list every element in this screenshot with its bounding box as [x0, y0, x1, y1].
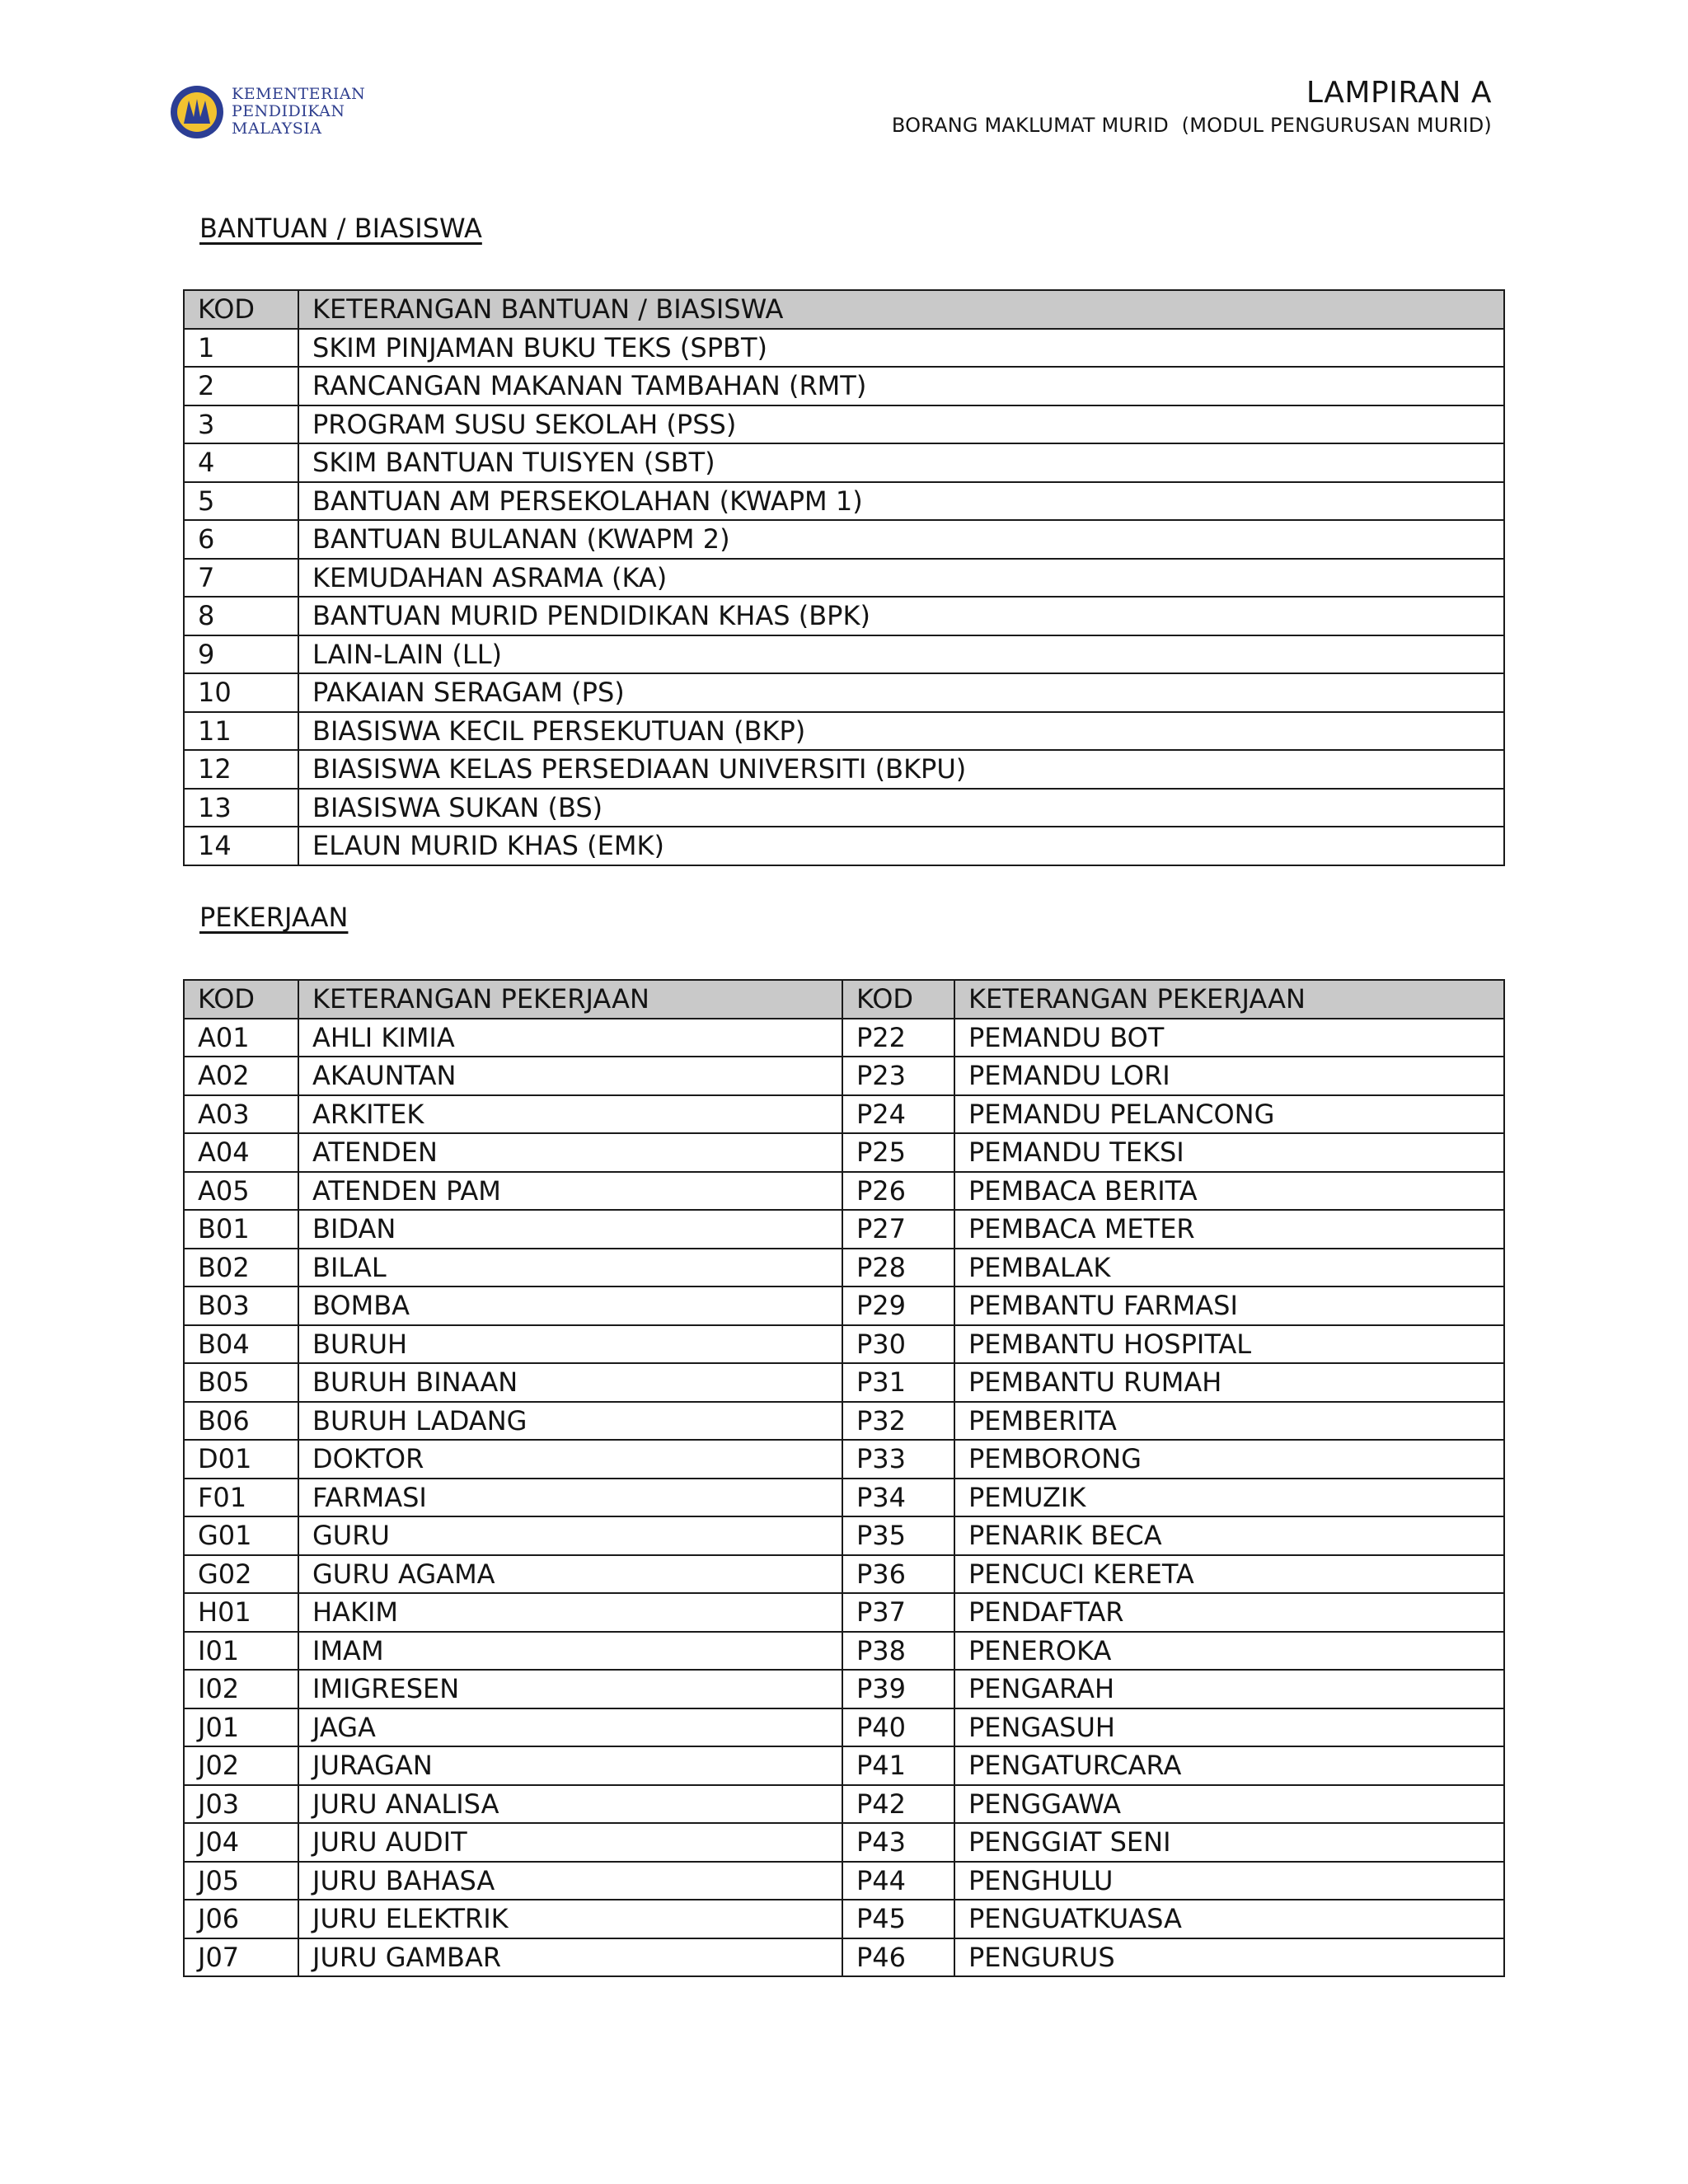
keterangan-cell: PEMBACA BERITA	[954, 1172, 1504, 1211]
keterangan-cell: PENGURUS	[954, 1938, 1504, 1977]
bantuan-heading: BANTUAN / BIASISWA	[199, 213, 482, 244]
kod-cell: P42	[842, 1785, 954, 1824]
kod-cell: J03	[184, 1785, 298, 1824]
keterangan-cell: JURU BAHASA	[298, 1862, 842, 1900]
document-title: LAMPIRAN A	[1306, 76, 1492, 110]
keterangan-cell: BANTUAN AM PERSEKOLAHAN (KWAPM 1)	[298, 482, 1504, 521]
kod-cell: A05	[184, 1172, 298, 1211]
kod-cell: P26	[842, 1172, 954, 1211]
keterangan-cell: PEMBANTU FARMASI	[954, 1286, 1504, 1325]
kod-cell: P41	[842, 1746, 954, 1785]
table-row	[184, 1325, 1504, 1364]
keterangan-cell: BOMBA	[298, 1286, 842, 1325]
table-row	[184, 1708, 1504, 1747]
table-row	[184, 482, 1504, 521]
keterangan-cell: PENGARAH	[954, 1670, 1504, 1708]
keterangan-cell: PENGATURCARA	[954, 1746, 1504, 1785]
table-row	[184, 1172, 1504, 1211]
keterangan-cell: JURU ANALISA	[298, 1785, 842, 1824]
table-row	[184, 1862, 1504, 1900]
table-row	[184, 712, 1504, 751]
keterangan-cell: JURAGAN	[298, 1746, 842, 1785]
keterangan-cell: BIDAN	[298, 1210, 842, 1249]
keterangan-cell: BANTUAN MURID PENDIDIKAN KHAS (BPK)	[298, 597, 1504, 635]
table-row	[184, 1479, 1504, 1517]
kod-cell: I01	[184, 1632, 298, 1671]
kod-cell: J07	[184, 1938, 298, 1977]
kod-cell: J01	[184, 1708, 298, 1747]
table-row	[184, 520, 1504, 559]
table-row	[184, 789, 1504, 827]
keterangan-cell: PEMBERITA	[954, 1402, 1504, 1441]
kod-cell: B04	[184, 1325, 298, 1364]
keterangan-cell: GURU AGAMA	[298, 1555, 842, 1594]
keterangan-cell: SKIM PINJAMAN BUKU TEKS (SPBT)	[298, 329, 1504, 368]
kod-cell: P30	[842, 1325, 954, 1364]
column-header-kod: KOD	[184, 290, 298, 329]
logo-line: PENDIDIKAN	[232, 102, 345, 120]
table-row	[184, 1133, 1504, 1172]
kod-cell: P23	[842, 1057, 954, 1095]
kod-cell: B01	[184, 1210, 298, 1249]
kod-cell: B05	[184, 1363, 298, 1402]
keterangan-cell: JURU ELEKTRIK	[298, 1900, 842, 1938]
kod-cell: P31	[842, 1363, 954, 1402]
pekerjaan-heading: PEKERJAAN	[199, 902, 349, 933]
kod-cell: F01	[184, 1479, 298, 1517]
kod-cell: P27	[842, 1210, 954, 1249]
keterangan-cell: ELAUN MURID KHAS (EMK)	[298, 827, 1504, 865]
ministry-emblem-icon	[169, 84, 225, 140]
kod-cell: 3	[184, 405, 298, 444]
keterangan-cell: ARKITEK	[298, 1095, 842, 1134]
keterangan-cell: GURU	[298, 1516, 842, 1555]
kod-cell: B06	[184, 1402, 298, 1441]
table-row	[184, 635, 1504, 674]
document-subtitle: BORANG MAKLUMAT MURID (MODUL PENGURUSAN MURID)	[891, 114, 1492, 137]
kod-cell: 10	[184, 673, 298, 712]
keterangan-cell: RANCANGAN MAKANAN TAMBAHAN (RMT)	[298, 367, 1504, 405]
keterangan-cell: JURU GAMBAR	[298, 1938, 842, 1977]
keterangan-cell: PEMANDU BOT	[954, 1019, 1504, 1057]
kod-cell: 1	[184, 329, 298, 368]
table-row	[184, 443, 1504, 482]
keterangan-cell: FARMASI	[298, 1479, 842, 1517]
kod-cell: 7	[184, 559, 298, 598]
kod-cell: P45	[842, 1900, 954, 1938]
keterangan-cell: PENCUCI KERETA	[954, 1555, 1504, 1594]
table-row	[184, 367, 1504, 405]
kod-cell: P37	[842, 1593, 954, 1632]
keterangan-cell: JURU AUDIT	[298, 1823, 842, 1862]
table-row	[184, 1593, 1504, 1632]
keterangan-cell: PENGASUH	[954, 1708, 1504, 1747]
table-row	[184, 1900, 1504, 1938]
table-row	[184, 1670, 1504, 1708]
keterangan-cell: PEMBACA METER	[954, 1210, 1504, 1249]
table-row	[184, 1516, 1504, 1555]
keterangan-cell: PEMBORONG	[954, 1440, 1504, 1479]
kod-cell: 12	[184, 750, 298, 789]
table-row	[184, 1210, 1504, 1249]
table-row	[184, 1402, 1504, 1441]
table-row	[184, 1440, 1504, 1479]
kod-cell: A01	[184, 1019, 298, 1057]
logo-line: MALAYSIA	[232, 120, 322, 138]
table-row	[184, 1823, 1504, 1862]
keterangan-cell: PAKAIAN SERAGAM (PS)	[298, 673, 1504, 712]
keterangan-cell: PEMANDU PELANCONG	[954, 1095, 1504, 1134]
kod-cell: P24	[842, 1095, 954, 1134]
kod-cell: P43	[842, 1823, 954, 1862]
table-row	[184, 750, 1504, 789]
keterangan-cell: AHLI KIMIA	[298, 1019, 842, 1057]
keterangan-cell: BILAL	[298, 1249, 842, 1287]
table-row	[184, 1095, 1504, 1134]
keterangan-cell: PEMBANTU HOSPITAL	[954, 1325, 1504, 1364]
keterangan-cell: PENDAFTAR	[954, 1593, 1504, 1632]
kod-cell: H01	[184, 1593, 298, 1632]
table-row	[184, 1286, 1504, 1325]
keterangan-cell: PEMBALAK	[954, 1249, 1504, 1287]
table-row	[184, 827, 1504, 865]
keterangan-cell: PEMANDU LORI	[954, 1057, 1504, 1095]
kod-cell: D01	[184, 1440, 298, 1479]
kod-cell: P34	[842, 1479, 954, 1517]
kod-cell: P44	[842, 1862, 954, 1900]
keterangan-cell: PEMANDU TEKSI	[954, 1133, 1504, 1172]
bantuan-table-body	[184, 329, 1504, 865]
table-row	[184, 1057, 1504, 1095]
kod-cell: 14	[184, 827, 298, 865]
kod-cell: 11	[184, 712, 298, 751]
keterangan-cell: BIASISWA KELAS PERSEDIAAN UNIVERSITI (BKPU)	[298, 750, 1504, 789]
column-header-keterangan: KETERANGAN PEKERJAAN	[954, 980, 1504, 1019]
kod-cell: P36	[842, 1555, 954, 1594]
pekerjaan-table	[183, 979, 1505, 1977]
table-row	[184, 1249, 1504, 1287]
keterangan-cell: AKAUNTAN	[298, 1057, 842, 1095]
table-row	[184, 329, 1504, 368]
kod-cell: P35	[842, 1516, 954, 1555]
pekerjaan-table-body	[184, 1019, 1504, 1977]
table-row	[184, 1785, 1504, 1824]
keterangan-cell: PENGGIAT SENI	[954, 1823, 1504, 1862]
keterangan-cell: BIASISWA SUKAN (BS)	[298, 789, 1504, 827]
kod-cell: 2	[184, 367, 298, 405]
table-row	[184, 673, 1504, 712]
kod-cell: P22	[842, 1019, 954, 1057]
keterangan-cell: BURUH	[298, 1325, 842, 1364]
keterangan-cell: BURUH LADANG	[298, 1402, 842, 1441]
kod-cell: J06	[184, 1900, 298, 1938]
keterangan-cell: JAGA	[298, 1708, 842, 1747]
keterangan-cell: PENGHULU	[954, 1862, 1504, 1900]
kod-cell: 13	[184, 789, 298, 827]
kod-cell: 6	[184, 520, 298, 559]
ministry-logo	[169, 82, 366, 144]
kod-cell: 9	[184, 635, 298, 674]
table-row	[184, 405, 1504, 444]
kod-cell: P38	[842, 1632, 954, 1671]
logo-wordmark	[232, 86, 365, 138]
column-header-kod: KOD	[842, 980, 954, 1019]
kod-cell: I02	[184, 1670, 298, 1708]
keterangan-cell: PROGRAM SUSU SEKOLAH (PSS)	[298, 405, 1504, 444]
table-header-row	[184, 290, 1504, 329]
table-row	[184, 1746, 1504, 1785]
kod-cell: P32	[842, 1402, 954, 1441]
kod-cell: G01	[184, 1516, 298, 1555]
kod-cell: B02	[184, 1249, 298, 1287]
keterangan-cell: HAKIM	[298, 1593, 842, 1632]
keterangan-cell: KEMUDAHAN ASRAMA (KA)	[298, 559, 1504, 598]
column-header-kod: KOD	[184, 980, 298, 1019]
keterangan-cell: DOKTOR	[298, 1440, 842, 1479]
keterangan-cell: IMIGRESEN	[298, 1670, 842, 1708]
kod-cell: A04	[184, 1133, 298, 1172]
table-row	[184, 1555, 1504, 1594]
kod-cell: B03	[184, 1286, 298, 1325]
table-row	[184, 1019, 1504, 1057]
kod-cell: P28	[842, 1249, 954, 1287]
table-row	[184, 1938, 1504, 1977]
column-header-keterangan: KETERANGAN BANTUAN / BIASISWA	[298, 290, 1504, 329]
table-row	[184, 1632, 1504, 1671]
kod-cell: A02	[184, 1057, 298, 1095]
kod-cell: P39	[842, 1670, 954, 1708]
keterangan-cell: ATENDEN PAM	[298, 1172, 842, 1211]
kod-cell: J05	[184, 1862, 298, 1900]
kod-cell: J04	[184, 1823, 298, 1862]
kod-cell: G02	[184, 1555, 298, 1594]
kod-cell: P46	[842, 1938, 954, 1977]
keterangan-cell: BURUH BINAAN	[298, 1363, 842, 1402]
kod-cell: P40	[842, 1708, 954, 1747]
kod-cell: A03	[184, 1095, 298, 1134]
kod-cell: 4	[184, 443, 298, 482]
keterangan-cell: PENGGAWA	[954, 1785, 1504, 1824]
keterangan-cell: PENEROKA	[954, 1632, 1504, 1671]
logo-line: KEMENTERIAN	[232, 85, 366, 103]
kod-cell: J02	[184, 1746, 298, 1785]
keterangan-cell: SKIM BANTUAN TUISYEN (SBT)	[298, 443, 1504, 482]
column-header-keterangan: KETERANGAN PEKERJAAN	[298, 980, 842, 1019]
keterangan-cell: PENARIK BECA	[954, 1516, 1504, 1555]
table-row	[184, 1363, 1504, 1402]
table-row	[184, 559, 1504, 598]
bantuan-table	[183, 289, 1505, 866]
kod-cell: 8	[184, 597, 298, 635]
kod-cell: P33	[842, 1440, 954, 1479]
table-header-row	[184, 980, 1504, 1019]
keterangan-cell: PEMUZIK	[954, 1479, 1504, 1517]
keterangan-cell: BIASISWA KECIL PERSEKUTUAN (BKP)	[298, 712, 1504, 751]
keterangan-cell: PEMBANTU RUMAH	[954, 1363, 1504, 1402]
kod-cell: P25	[842, 1133, 954, 1172]
kod-cell: 5	[184, 482, 298, 521]
keterangan-cell: IMAM	[298, 1632, 842, 1671]
keterangan-cell: ATENDEN	[298, 1133, 842, 1172]
keterangan-cell: BANTUAN BULANAN (KWAPM 2)	[298, 520, 1504, 559]
keterangan-cell: LAIN-LAIN (LL)	[298, 635, 1504, 674]
table-row	[184, 597, 1504, 635]
kod-cell: P29	[842, 1286, 954, 1325]
keterangan-cell: PENGUATKUASA	[954, 1900, 1504, 1938]
